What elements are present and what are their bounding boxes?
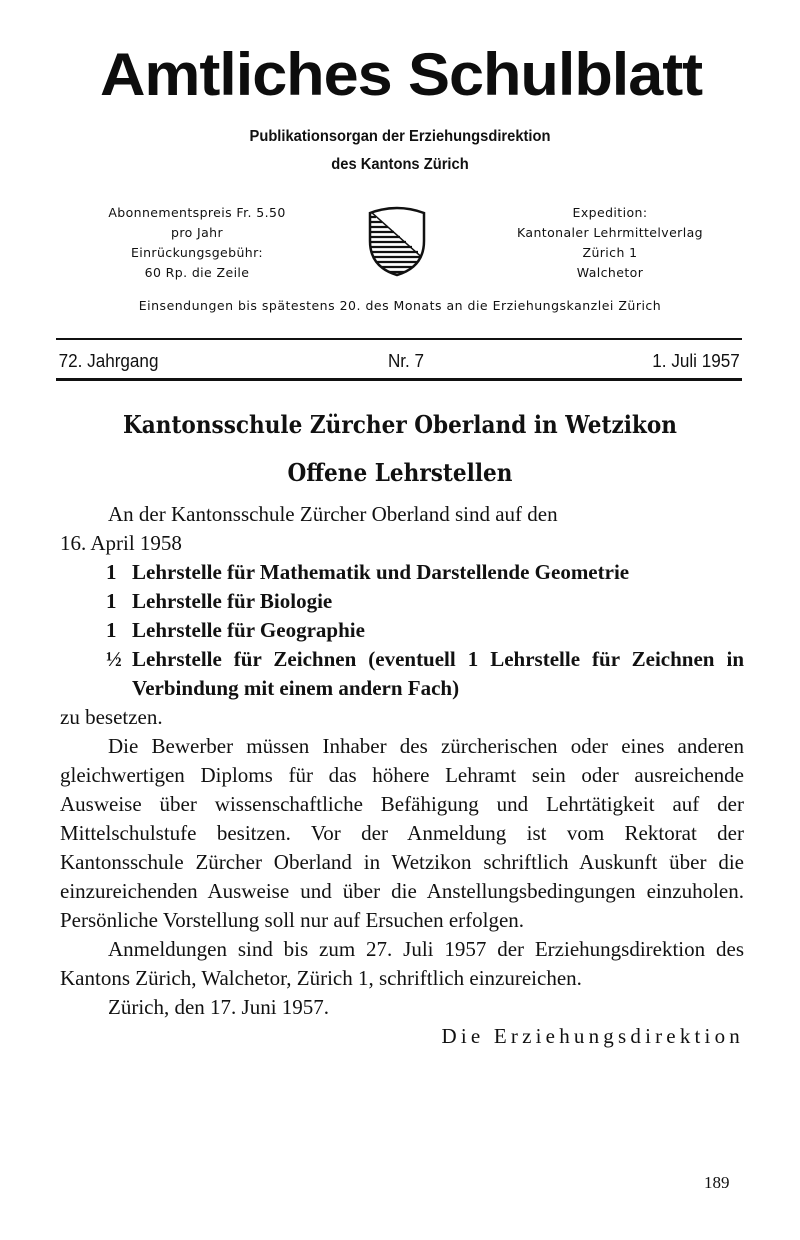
expedition-line: Kantonaler Lehrmittelverlag <box>517 225 703 240</box>
intro-paragraph: An der Kantonsschule Zürcher Oberland sind auf den <box>108 502 558 526</box>
position-item <box>60 616 744 645</box>
zurich-coat-of-arms-icon <box>366 205 428 277</box>
expedition-line: Zürich 1 <box>582 245 638 260</box>
position-text: Lehrstelle für Biologie <box>132 589 333 613</box>
position-qty: 1 <box>106 560 117 584</box>
position-qty: ½ <box>106 647 122 671</box>
expedition-line: Walchetor <box>576 265 644 280</box>
position-qty: 1 <box>106 589 117 613</box>
position-text: Lehrstelle für Geographie <box>132 618 365 642</box>
subscription-line: Einrückungsgebühr: <box>130 245 264 260</box>
application-paragraph: Anmeldungen sind bis zum 27. Juli 1957 der Erziehungsdirektion des Kantons Zürich, Walchetor, Zürich 1, schriftlich einzureichen. <box>60 937 744 990</box>
outro-text: zu besetzen. <box>60 705 163 729</box>
divider-bottom <box>56 378 742 381</box>
issue-number: Nr. 7 <box>387 350 424 371</box>
expedition-info <box>485 203 735 283</box>
position-text: Lehrstelle für Zeichnen (eventuell 1 Lehrstelle für Zeichnen in Verbindung mit einem andern Fach) <box>132 647 744 700</box>
subscription-line: 60 Rp. die Zeile <box>144 265 250 280</box>
position-item <box>60 587 744 616</box>
intro-date: 16. April 1958 <box>60 531 182 555</box>
requirements-paragraph: Die Bewerber müssen Inhaber des zürcherischen oder eines anderen gleichwertigen Diploms für das höhere Lehramt sein oder ausreichende Ausweise über wissenschaftliche Befähigung und Lehrtätigkeit auf der Mittelschulstufe besitzen. Vor der Anmeldung ist vom Rektorat der Kantonsschule Zürcher Oberland in Wetzikon schriftlich Auskunft über die einzureichenden Ausweise und über die Anstellungsbedingungen einzuholen. Persönliche Vorstellung soll nur auf Ersuchen erfolgen. <box>60 734 744 932</box>
article-subheading: Offene Lehrstellen <box>287 458 513 487</box>
submission-note: Einsendungen bis spätestens 20. des Monats an die Erziehungskanzlei Zürich <box>138 298 662 313</box>
masthead-subtitle: Publikationsorgan der Erziehungsdirektion <box>249 128 551 145</box>
positions-list <box>60 558 744 703</box>
page-number: 189 <box>704 1173 730 1192</box>
position-item <box>60 558 744 587</box>
position-item <box>60 645 744 703</box>
subscription-line: pro Jahr <box>170 225 224 240</box>
subscription-line: Abonnementspreis Fr. 5.50 <box>108 205 286 220</box>
article-body <box>60 500 744 1051</box>
position-text: Lehrstelle für Mathematik und Darstellende Geometrie <box>132 560 630 584</box>
place-date: Zürich, den 17. Juni 1957. <box>108 995 330 1019</box>
divider-top <box>56 338 742 340</box>
position-qty: 1 <box>106 618 117 642</box>
subscription-info <box>72 203 322 283</box>
issue-date: 1. Juli 1957 <box>652 350 740 371</box>
issue-info-row <box>56 349 742 373</box>
article-heading: Kantonsschule Zürcher Oberland in Wetzikon <box>122 410 678 439</box>
signature: Die Erziehungsdirektion <box>441 1024 744 1048</box>
expedition-line: Expedition: <box>572 205 648 220</box>
issue-volume: 72. Jahrgang <box>58 350 159 371</box>
masthead-subtitle-canton: des Kantons Zürich <box>331 156 469 173</box>
masthead-title: Amtliches Schulblatt <box>99 41 703 108</box>
